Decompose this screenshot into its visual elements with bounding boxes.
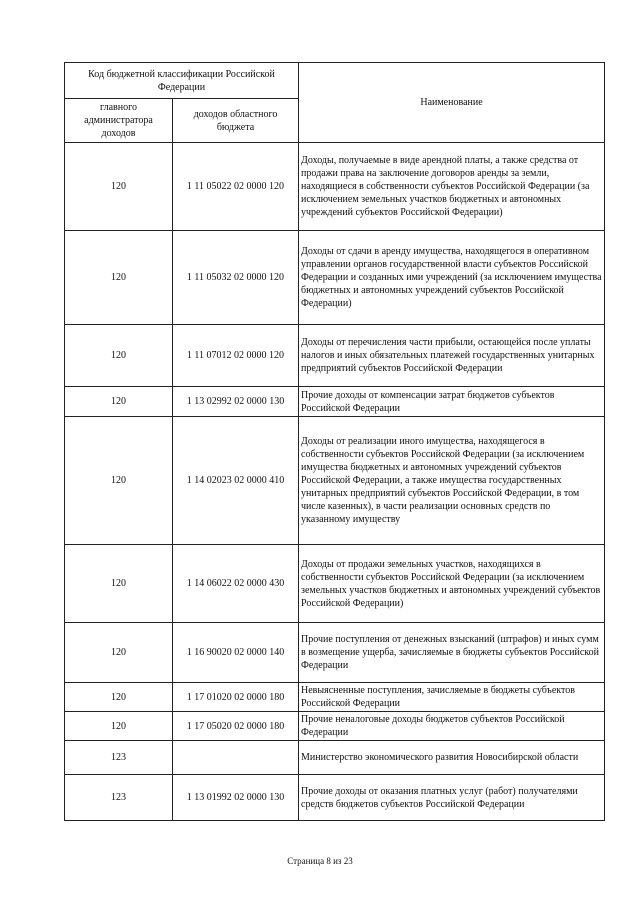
table-row	[65, 623, 605, 683]
admin-code: 120	[65, 387, 173, 417]
admin-code: 120	[65, 325, 173, 387]
admin-code: 120	[65, 143, 173, 231]
income-code: 1 14 02023 02 0000 410	[173, 417, 299, 545]
income-name: Доходы, получаемые в виде арендной платы, а также средства от продажи права на заключение договоров аренды за земли, находящиеся в собственности субъектов Российской Федерации (за исключением земельных участков бюджетных и автономных учреждений субъектов Российской Федерации)	[299, 143, 605, 231]
admin-code: 120	[65, 545, 173, 623]
table-row	[65, 417, 605, 545]
admin-code: 123	[65, 741, 173, 775]
income-name: Доходы от перечисления части прибыли, остающейся после уплаты налогов и иных обязательных платежей государственных унитарных предприятий субъектов Российской Федерации	[299, 325, 605, 387]
ministry-name: Министерство экономического развития Новосибирской области	[299, 741, 605, 775]
table-row-ministry	[65, 741, 605, 775]
admin-code: 120	[65, 231, 173, 325]
admin-code: 120	[65, 712, 173, 741]
admin-code: 120	[65, 623, 173, 683]
header-name: Наименование	[299, 63, 605, 143]
header-income: доходов областного бюджета	[173, 99, 299, 143]
income-name: Доходы от продажи земельных участков, находящихся в собственности субъектов Российской Федерации (за исключением земельных участков бюджетных и автономных учреждений субъектов Российской Федерации)	[299, 545, 605, 623]
income-name: Невыясненные поступления, зачисляемые в бюджеты субъектов Российской Федерации	[299, 683, 605, 712]
admin-code: 120	[65, 417, 173, 545]
income-code: 1 17 01020 02 0000 180	[173, 683, 299, 712]
header-admin: главного администратора доходов	[65, 99, 173, 143]
table-row	[65, 545, 605, 623]
admin-code: 120	[65, 683, 173, 712]
income-name: Прочие поступления от денежных взысканий (штрафов) и иных сумм в возмещение ущерба, зачисляемые в бюджеты субъектов Российской Федерации	[299, 623, 605, 683]
table-row	[65, 143, 605, 231]
page-number: Страница 8 из 23	[287, 856, 353, 866]
income-name: Доходы от сдачи в аренду имущества, находящегося в оперативном управлении органов государственной власти субъектов Российской Федерации и созданных ими учреждений (за исключением имущества бюджетных и автономных учреждений субъектов Российской Федерации)	[299, 231, 605, 325]
income-code: 1 11 07012 02 0000 120	[173, 325, 299, 387]
table-row	[65, 231, 605, 325]
header-code-group: Код бюджетной классификации Российской Федерации	[65, 63, 299, 99]
income-code: 1 13 02992 02 0000 130	[173, 387, 299, 417]
table-row	[65, 712, 605, 741]
income-code: 1 14 06022 02 0000 430	[173, 545, 299, 623]
income-code: 1 11 05032 02 0000 120	[173, 231, 299, 325]
income-code: 1 17 05020 02 0000 180	[173, 712, 299, 741]
income-code	[173, 741, 299, 775]
table-row	[65, 325, 605, 387]
table-row	[65, 387, 605, 417]
table-row	[65, 775, 605, 821]
income-code: 1 13 01992 02 0000 130	[173, 775, 299, 821]
income-name: Прочие неналоговые доходы бюджетов субъектов Российской Федерации	[299, 712, 605, 741]
income-name: Прочие доходы от компенсации затрат бюджетов субъектов Российской Федерации	[299, 387, 605, 417]
income-code: 1 16 90020 02 0000 140	[173, 623, 299, 683]
income-name: Доходы от реализации иного имущества, находящегося в собственности субъектов Российской Федерации (за исключением имущества бюджетных и автономных учреждений субъектов Российской Федерации, а также имущества государственных унитарных предприятий субъектов Российской Федерации, в том числе казенных), в части реализации основных средств по указанному имуществу	[299, 417, 605, 545]
admin-code: 123	[65, 775, 173, 821]
budget-classification-table	[64, 62, 605, 821]
income-code: 1 11 05022 02 0000 120	[173, 143, 299, 231]
table-row	[65, 683, 605, 712]
income-name: Прочие доходы от оказания платных услуг (работ) получателями средств бюджетов субъектов Российской Федерации	[299, 775, 605, 821]
